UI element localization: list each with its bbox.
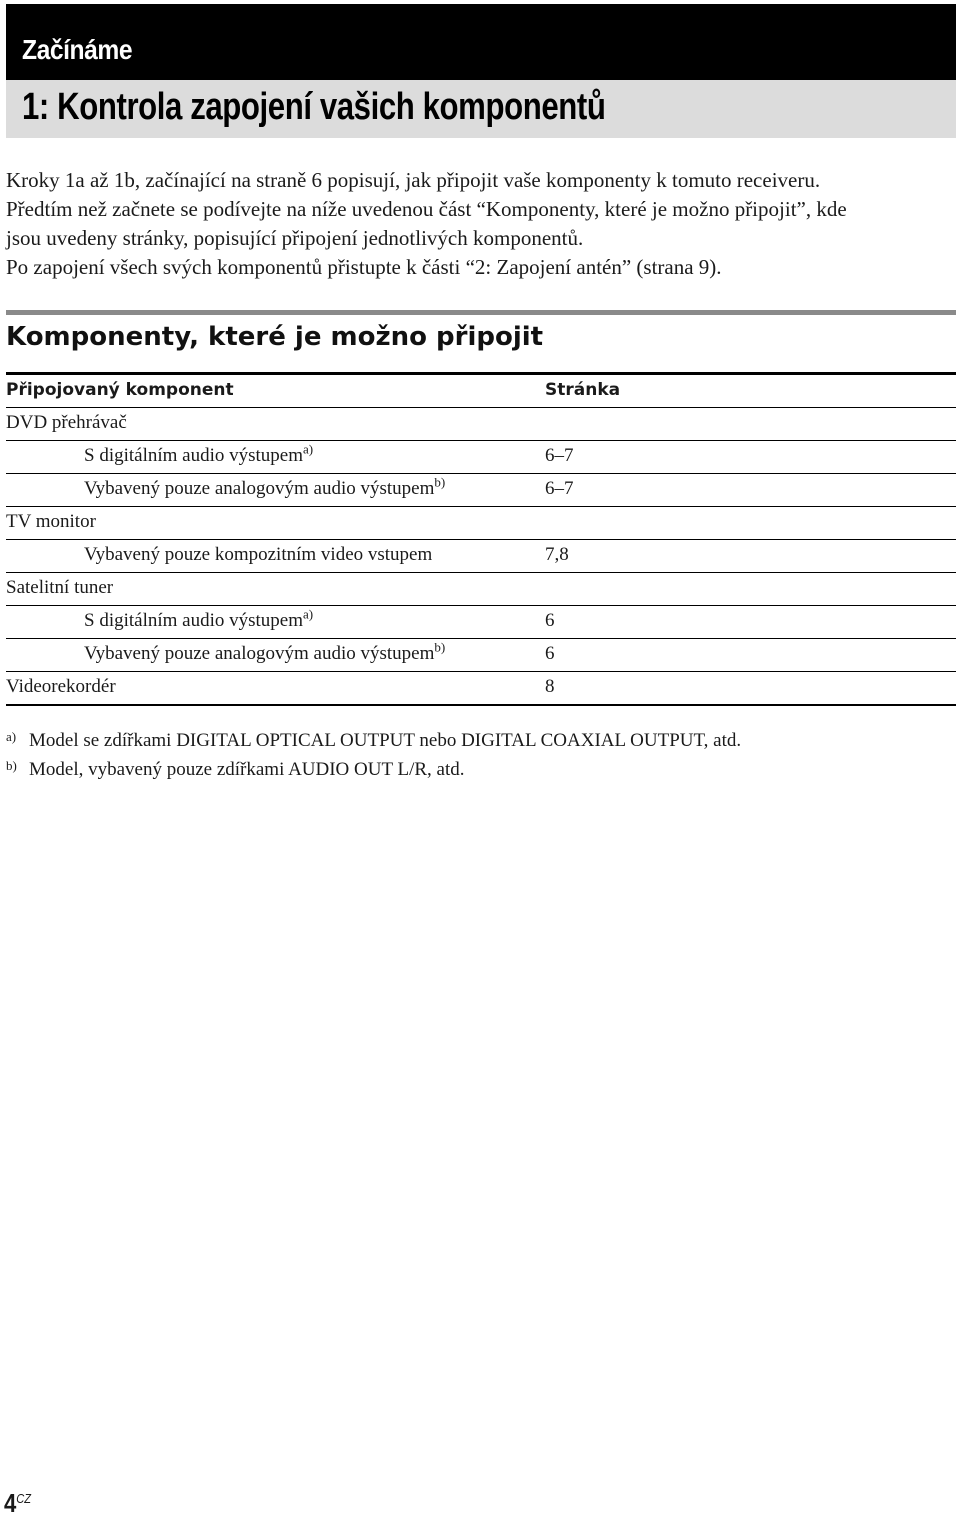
intro-line: jsou uvedeny stránky, popisující připojení jednotlivých komponentů. xyxy=(6,226,584,250)
component-name: Vybavený pouze analogovým audio výstupem xyxy=(84,478,435,499)
footnotes xyxy=(6,726,741,784)
component-cell xyxy=(84,639,446,665)
page-cell: 6 xyxy=(545,643,555,664)
page-number-suffix: CZ xyxy=(16,1491,32,1506)
header-component: Připojovaný komponent xyxy=(6,380,234,400)
chapter-header xyxy=(6,80,956,138)
page-cell: 6–7 xyxy=(545,478,574,499)
table-row xyxy=(6,441,956,474)
component-cell xyxy=(84,441,314,467)
section-title: Komponenty, které je možno připojit xyxy=(6,322,544,352)
page-number-value: 4 xyxy=(4,1488,17,1518)
component-name: Vybavený pouze analogovým audio výstupem xyxy=(84,643,435,664)
component-name: DVD přehrávač xyxy=(6,412,127,433)
table-row xyxy=(6,540,956,573)
table-row xyxy=(6,606,956,639)
section-label: Začínáme xyxy=(22,34,133,65)
footnote xyxy=(6,755,741,784)
table-row xyxy=(6,573,956,606)
footnote-ref: a) xyxy=(303,441,314,457)
table-row xyxy=(6,474,956,507)
component-cell xyxy=(6,412,127,434)
footnote-ref: b) xyxy=(434,639,446,655)
table-row xyxy=(6,672,956,706)
component-cell xyxy=(84,544,432,566)
table-body xyxy=(6,408,956,706)
component-name: Videorekordér xyxy=(6,676,116,697)
footnote-ref: b) xyxy=(434,474,446,490)
component-cell xyxy=(6,511,96,533)
chapter-title: 1: Kontrola zapojení vašich komponentů xyxy=(22,86,606,128)
component-name: TV monitor xyxy=(6,511,96,532)
footnote-mark: a) xyxy=(6,729,17,744)
footnote xyxy=(6,726,741,755)
component-cell xyxy=(6,676,116,698)
components-table xyxy=(6,372,956,706)
component-cell xyxy=(84,474,446,500)
page-cell: 7,8 xyxy=(545,544,569,565)
footnote-text: Model se zdířkami DIGITAL OPTICAL OUTPUT nebo DIGITAL COAXIAL OUTPUT, atd. xyxy=(29,730,742,751)
table-row xyxy=(6,507,956,540)
intro-line: Po zapojení všech svých komponentů přistupte k části “2: Zapojení antén” (strana 9). xyxy=(6,255,722,279)
footnote-text: Model, vybavený pouze zdířkami AUDIO OUT L/R, atd. xyxy=(29,759,465,780)
page-cell: 6–7 xyxy=(545,445,574,466)
component-name: S digitálním audio výstupem xyxy=(84,610,304,631)
component-name: S digitálním audio výstupem xyxy=(84,445,304,466)
footnote-mark: b) xyxy=(6,758,17,773)
intro-line: Kroky 1a až 1b, začínající na straně 6 popisují, jak připojit vaše komponenty k tomuto receiveru. xyxy=(6,168,821,192)
intro-line: Předtím než začnete se podívejte na níže uvedenou část “Komponenty, které je možno připojit”, kde xyxy=(6,197,847,221)
component-cell xyxy=(6,577,113,599)
component-cell xyxy=(84,606,314,632)
table-row xyxy=(6,639,956,672)
section-header xyxy=(6,4,956,80)
intro-paragraph xyxy=(6,166,956,282)
footnote-ref: a) xyxy=(303,606,314,622)
table-row xyxy=(6,408,956,441)
component-name: Satelitní tuner xyxy=(6,577,114,598)
table-header xyxy=(6,372,956,408)
section-divider xyxy=(6,310,956,315)
page-number xyxy=(4,1488,31,1519)
page-cell: 8 xyxy=(545,676,555,697)
component-name: Vybavený pouze kompozitním video vstupem xyxy=(84,544,433,565)
page-cell: 6 xyxy=(545,610,555,631)
header-page: Stránka xyxy=(545,380,621,400)
